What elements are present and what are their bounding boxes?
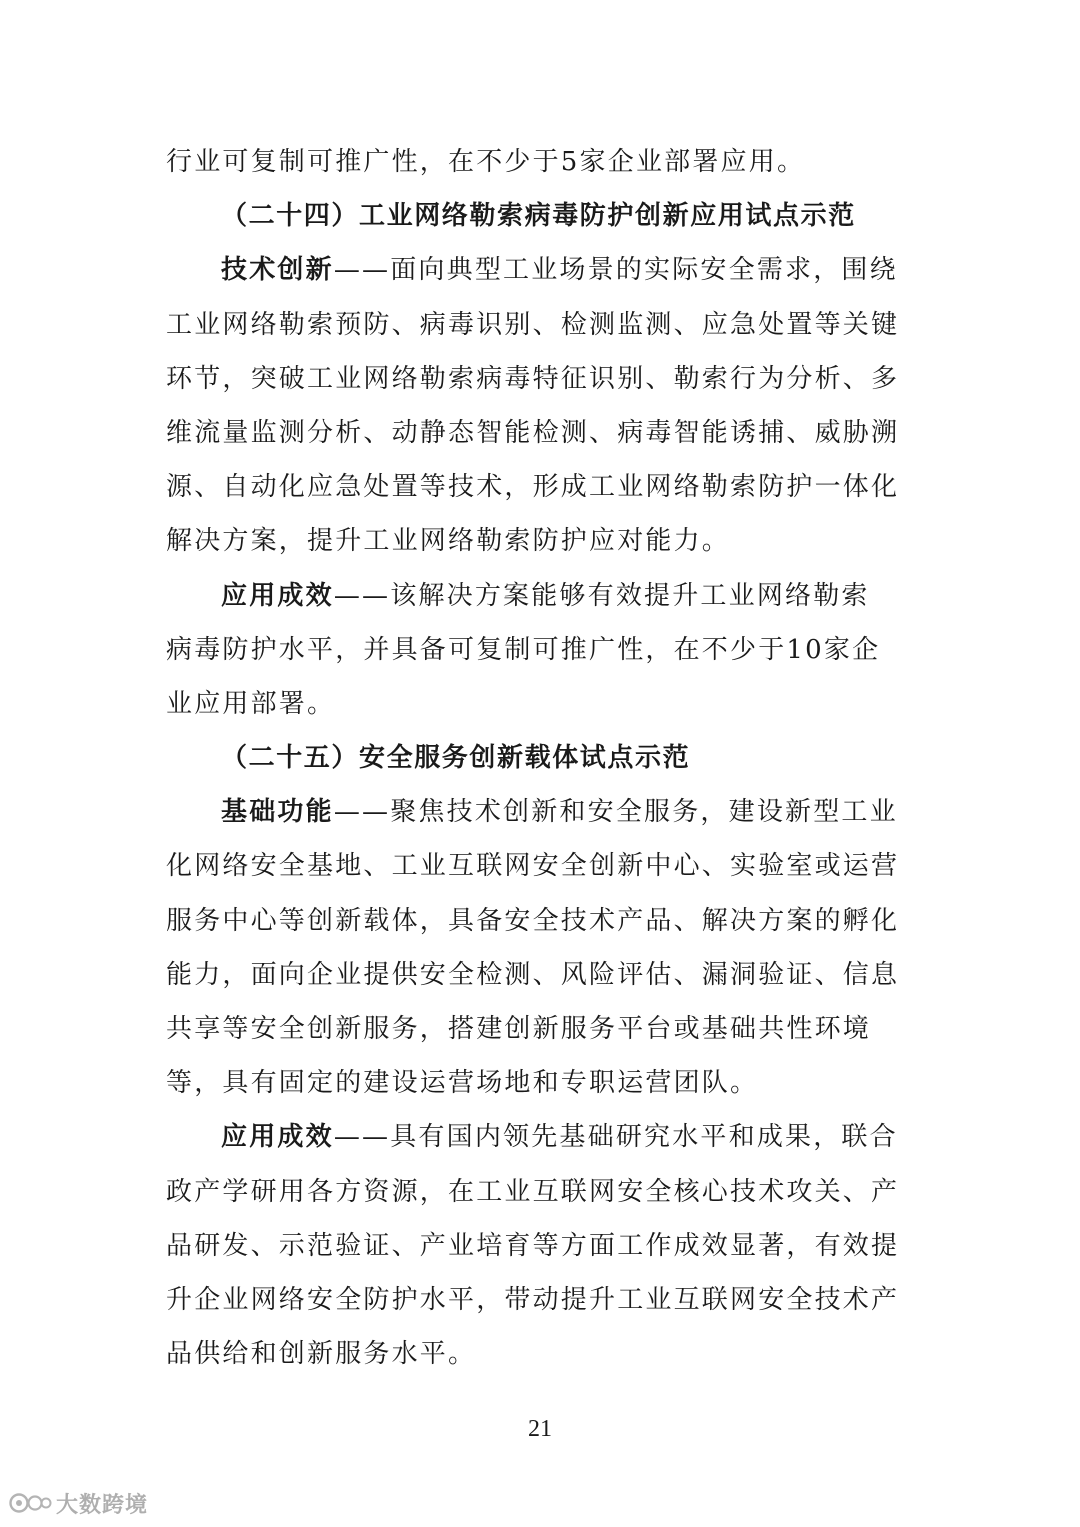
paragraph-line: 服务中心等创新载体，具备安全技术产品、解决方案的孵化 <box>166 905 900 936</box>
paragraph-lead: 基础功能 <box>221 797 334 828</box>
paragraph-lead-rest: ——具有国内领先基础研究水平和成果，联合 <box>333 1122 898 1153</box>
paragraph-lead-rest: ——该解决方案能够有效提升工业网络勒索 <box>333 580 870 611</box>
paragraph-first-line <box>166 569 916 623</box>
paragraph-lead-rest: ——面向典型工业场景的实际安全需求，围绕 <box>333 255 898 286</box>
watermark <box>8 1486 148 1520</box>
watermark-text: 大数跨境 <box>56 1492 149 1518</box>
paragraph-line: 品供给和创新服务水平。 <box>166 1339 477 1370</box>
paragraph-line: 环节，突破工业网络勒索病毒特征识别、勒索行为分析、多 <box>166 363 900 394</box>
body-text <box>166 135 916 1381</box>
paragraph-line: 能力，面向企业提供安全检测、风险评估、漏洞验证、信息 <box>166 959 900 990</box>
paragraph-line: 政产学研用各方资源，在工业互联网安全核心技术攻关、产 <box>166 1176 900 1207</box>
paragraph-line: 品研发、示范验证、产业培育等方面工作成效显著，有效提 <box>166 1230 900 1261</box>
paragraph-first-line <box>166 785 916 839</box>
section-heading-25: （二十五）安全服务创新载体试点示范 <box>221 743 691 774</box>
page-number: 21 <box>528 1416 552 1442</box>
paragraph-lead-rest: ——聚焦技术创新和安全服务，建设新型工业 <box>333 797 898 828</box>
paragraph-line: 病毒防护水平，并具备可复制可推广性，在不少于10家企 <box>166 634 881 665</box>
paragraph-lead: 技术创新 <box>221 255 334 286</box>
paragraph-first-line <box>166 243 916 297</box>
paragraph-line: 维流量监测分析、动静态智能检测、病毒智能诱捕、威胁溯 <box>166 417 900 448</box>
paragraph-line: 解决方案，提升工业网络勒索防护应对能力。 <box>166 526 731 557</box>
paragraph-line: 源、自动化应急处置等技术，形成工业网络勒索防护一体化 <box>166 472 900 503</box>
paragraph-line: 行业可复制可推广性，在不少于5家企业部署应用。 <box>166 147 806 177</box>
paragraph-line: 业应用部署。 <box>166 688 336 719</box>
paragraph-first-line <box>166 1110 916 1164</box>
paragraph-lead: 应用成效 <box>221 1122 334 1153</box>
paragraph-line: 化网络安全基地、工业互联网安全创新中心、实验室或运营 <box>166 851 900 882</box>
paragraph-line: 升企业网络安全防护水平，带动提升工业互联网安全技术产 <box>166 1284 900 1315</box>
paragraph-lead: 应用成效 <box>221 580 334 611</box>
paragraph-line: 等，具有固定的建设运营场地和专职运营团队。 <box>166 1068 759 1099</box>
paragraph-line: 工业网络勒索预防、病毒识别、检测监测、应急处置等关键 <box>166 309 900 340</box>
logo-icon <box>8 1489 52 1517</box>
section-heading-24: （二十四）工业网络勒索病毒防护创新应用试点示范 <box>221 201 856 232</box>
paragraph-line: 共享等安全创新服务，搭建创新服务平台或基础共性环境 <box>166 1014 872 1044</box>
